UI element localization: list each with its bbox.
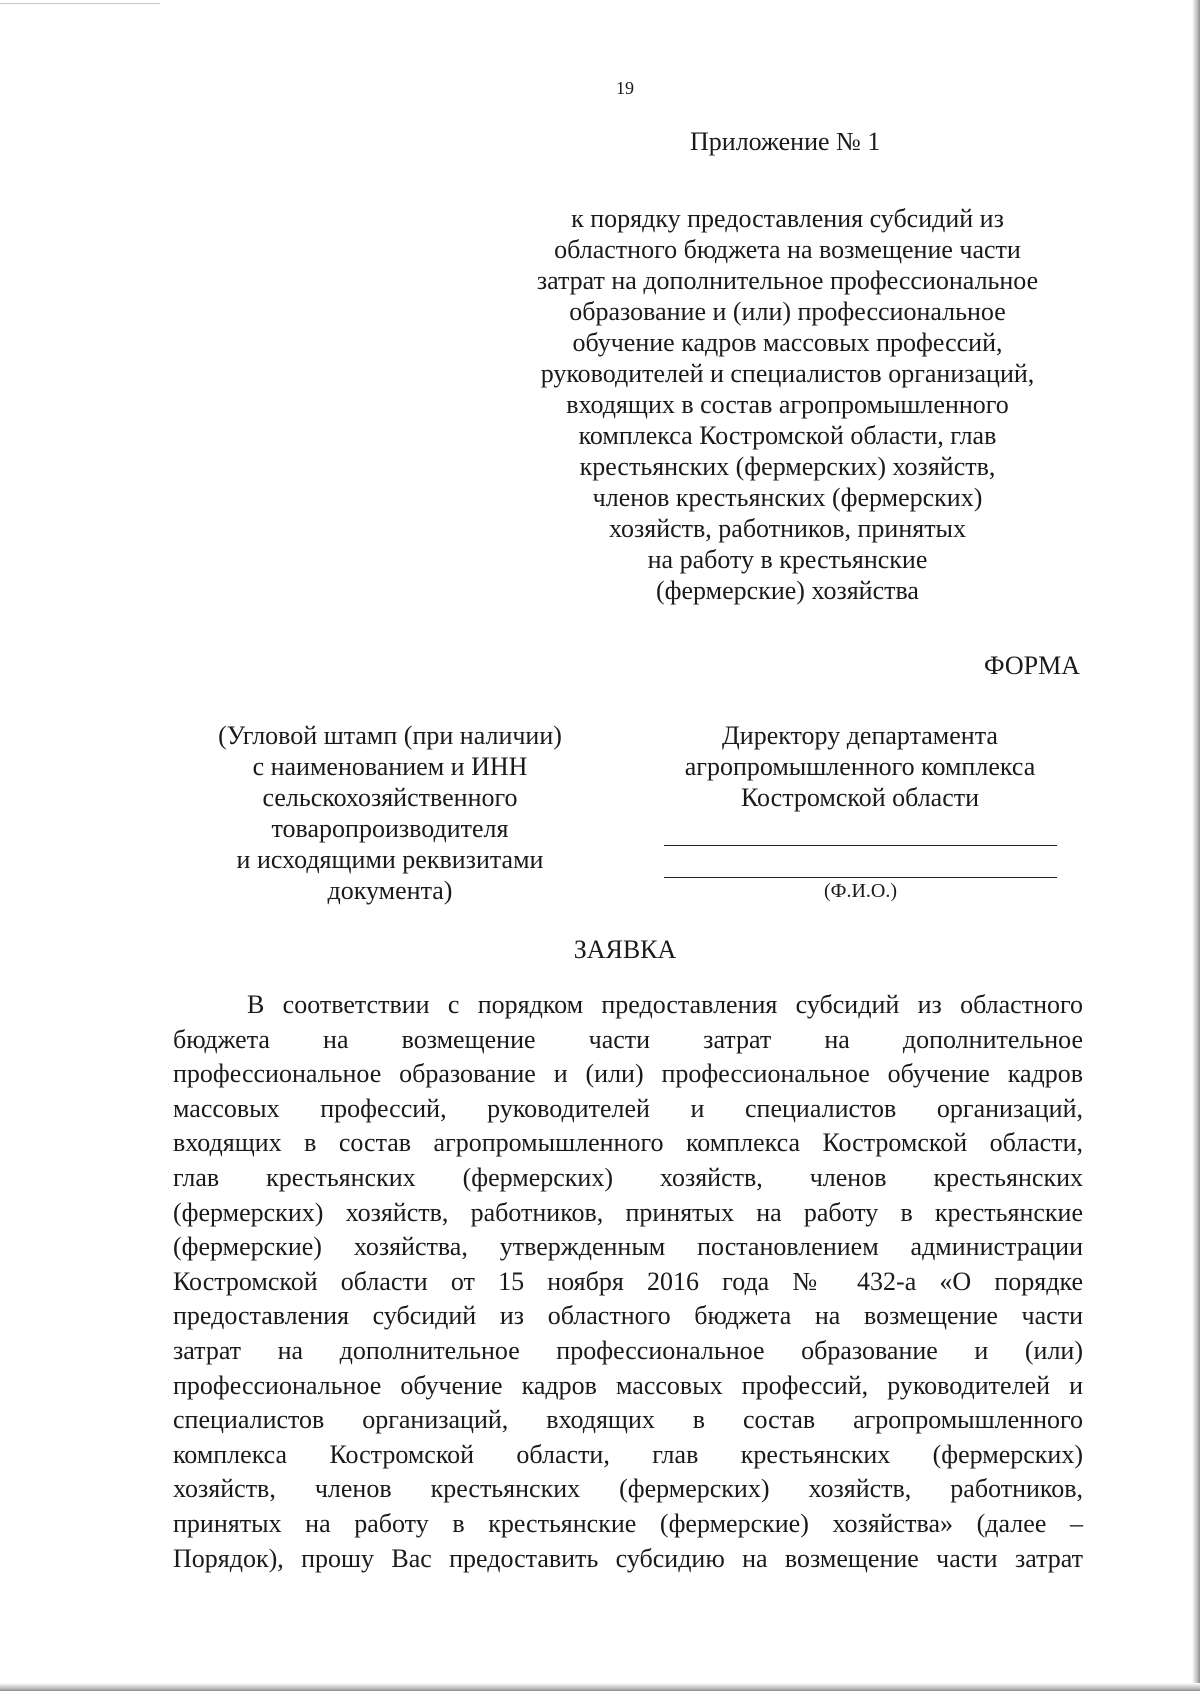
scan-shadow-bottom — [0, 1683, 1200, 1691]
addressee-name-blank-1[interactable] — [664, 845, 1057, 846]
body-line: профессиональное образование и (или) профессиональное обучение кадров — [173, 1059, 1083, 1089]
scan-edge-line — [0, 3, 160, 4]
stamp-line: (Угловой штамп (при наличии) — [218, 721, 562, 750]
appendix-line: областного бюджета на возмещение части — [554, 235, 1021, 264]
body-line: Порядок), прошу Вас предоставить субсидию на возмещение части затрат — [173, 1543, 1083, 1573]
corner-stamp-placeholder — [180, 720, 600, 906]
appendix-line: хозяйств, работников, принятых — [608, 514, 967, 543]
appendix-line: к порядку предоставления субсидий из — [571, 204, 1004, 233]
addressee-line: Костромской области — [740, 783, 980, 812]
stamp-line: с наименованием и ИНН — [252, 752, 528, 781]
body-line: хозяйств, членов крестьянских (фермерских) хозяйств, работников, — [173, 1474, 1083, 1504]
addressee-block — [650, 720, 1070, 813]
appendix-line: руководителей и специалистов организаций, — [540, 359, 1035, 388]
appendix-line: входящих в состав агропромышленного — [566, 390, 1009, 419]
appendix-line: крестьянских (фермерских) хозяйств, — [579, 452, 996, 481]
appendix-line: обучение кадров массовых профессий, — [572, 328, 1003, 357]
appendix-line: (фермерские) хозяйства — [656, 576, 919, 605]
body-line: специалистов организаций, входящих в состав агропромышленного — [173, 1405, 1083, 1435]
body-line: массовых профессий, руководителей и специалистов организаций, — [173, 1093, 1083, 1123]
addressee-line: агропромышленного комплекса — [684, 752, 1036, 781]
body-line: (фермерских) хозяйств, работников, принятых на работу в крестьянские — [173, 1197, 1083, 1227]
appendix-line: затрат на дополнительное профессиональное — [536, 266, 1039, 295]
body-line: Костромской области от 15 ноября 2016 года № 432-а «О порядке — [173, 1266, 1083, 1296]
body-line: предоставления субсидий из областного бюджета на возмещение части — [173, 1301, 1083, 1331]
body-line: входящих в состав агропромышленного комплекса Костромской области, — [173, 1128, 1083, 1158]
body-line: затрат на дополнительное профессиональное образование и (или) — [173, 1335, 1083, 1365]
body-line: профессиональное обучение кадров массовых профессий, руководителей и — [173, 1370, 1083, 1400]
body-line: В соответствии с порядком предоставления субсидий из областного — [247, 990, 1083, 1019]
stamp-line: документа) — [327, 876, 453, 905]
scan-shadow-right — [1192, 0, 1200, 1691]
addressee-name-blank-2[interactable] — [664, 877, 1057, 878]
stamp-line: и исходящими реквизитами — [236, 845, 544, 874]
appendix-line: членов крестьянских (фермерских) — [592, 483, 983, 512]
appendix-line: комплекса Костромской области, глав — [578, 421, 997, 450]
application-body — [173, 988, 1083, 1576]
page-number: 19 — [616, 78, 634, 98]
form-label: ФОРМА — [984, 651, 1080, 680]
addressee-line: Директору департамента — [722, 721, 998, 750]
fio-caption: (Ф.И.О.) — [823, 880, 897, 902]
body-line: (фермерские) хозяйства, утвержденным постановлением администрации — [173, 1232, 1083, 1262]
appendix-description — [500, 203, 1075, 606]
body-line: принятых на работу в крестьянские (фермерские) хозяйства» (далее – — [173, 1508, 1083, 1538]
stamp-line: сельскохозяйственного — [262, 783, 518, 812]
stamp-line: товаропроизводителя — [271, 814, 509, 843]
appendix-title: Приложение № 1 — [690, 127, 881, 156]
body-line: глав крестьянских (фермерских) хозяйств, членов крестьянских — [173, 1162, 1083, 1192]
appendix-line: на работу в крестьянские — [647, 545, 928, 574]
body-line: комплекса Костромской области, глав крестьянских (фермерских) — [173, 1439, 1083, 1469]
body-line: бюджета на возмещение части затрат на дополнительное — [173, 1024, 1083, 1054]
appendix-line: образование и (или) профессиональное — [569, 297, 1006, 326]
document-heading: ЗАЯВКА — [573, 935, 677, 964]
